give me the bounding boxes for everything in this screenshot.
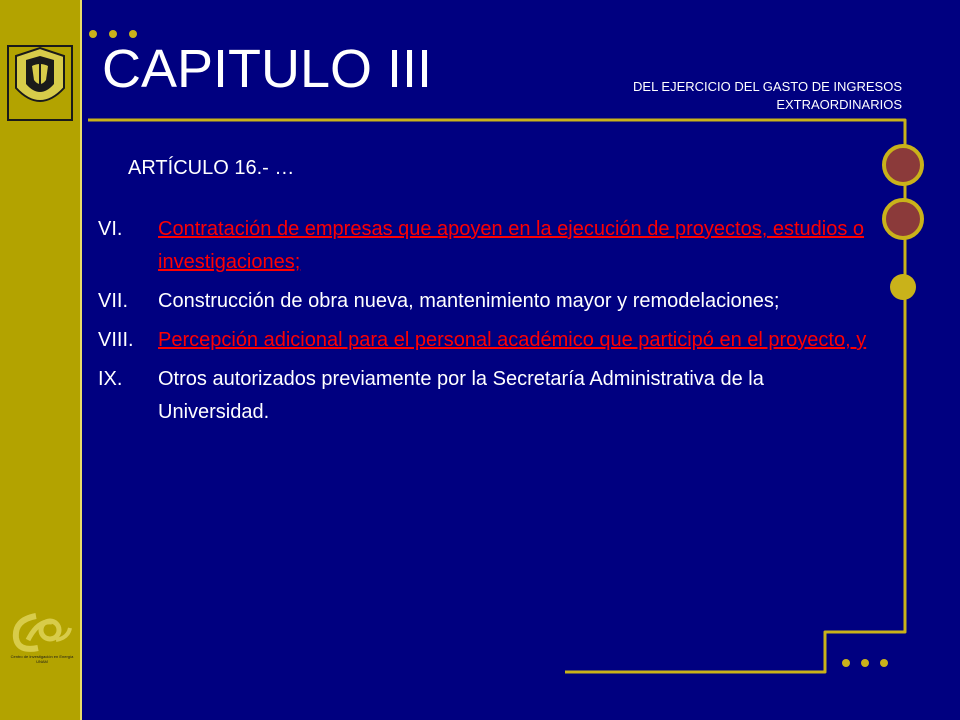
item-text: Construcción de obra nueva, mantenimiento mayor y remodelaciones; — [158, 290, 780, 312]
slide-body — [98, 152, 868, 435]
subtitle-line2: EXTRAORDINARIOS — [776, 97, 902, 112]
cie-caption-line1: Centro de Investigación en Energía — [10, 654, 74, 659]
cie-caption — [4, 654, 80, 664]
item-number: VII. — [98, 290, 129, 312]
article-heading: ARTÍCULO 16.- … — [128, 157, 295, 179]
item-number: VIII. — [98, 329, 134, 351]
item-number: IX. — [98, 368, 123, 390]
list-item-vii — [98, 285, 868, 318]
unam-crest-icon — [6, 44, 74, 122]
slide-title: CAPITULO III — [102, 39, 433, 99]
cie-caption-line2: UNAM — [36, 659, 48, 664]
item-text: Otros autorizados previamente por la Secretaría Administrativa de la Universidad. — [158, 368, 764, 423]
subtitle-line1: DEL EJERCICIO DEL GASTO DE INGRESOS — [633, 79, 902, 94]
item-text: Contratación de empresas que apoyen en la ejecución de proyectos, estudios o investigaciones; — [158, 218, 865, 273]
list-item-ix — [98, 363, 868, 429]
slide-subtitle — [522, 78, 902, 114]
item-number: VI. — [98, 218, 123, 240]
item-text: Percepción adicional para el personal académico que participó en el proyecto, y — [158, 329, 867, 351]
list-item-vi — [98, 213, 868, 279]
list-item-viii — [98, 324, 868, 357]
